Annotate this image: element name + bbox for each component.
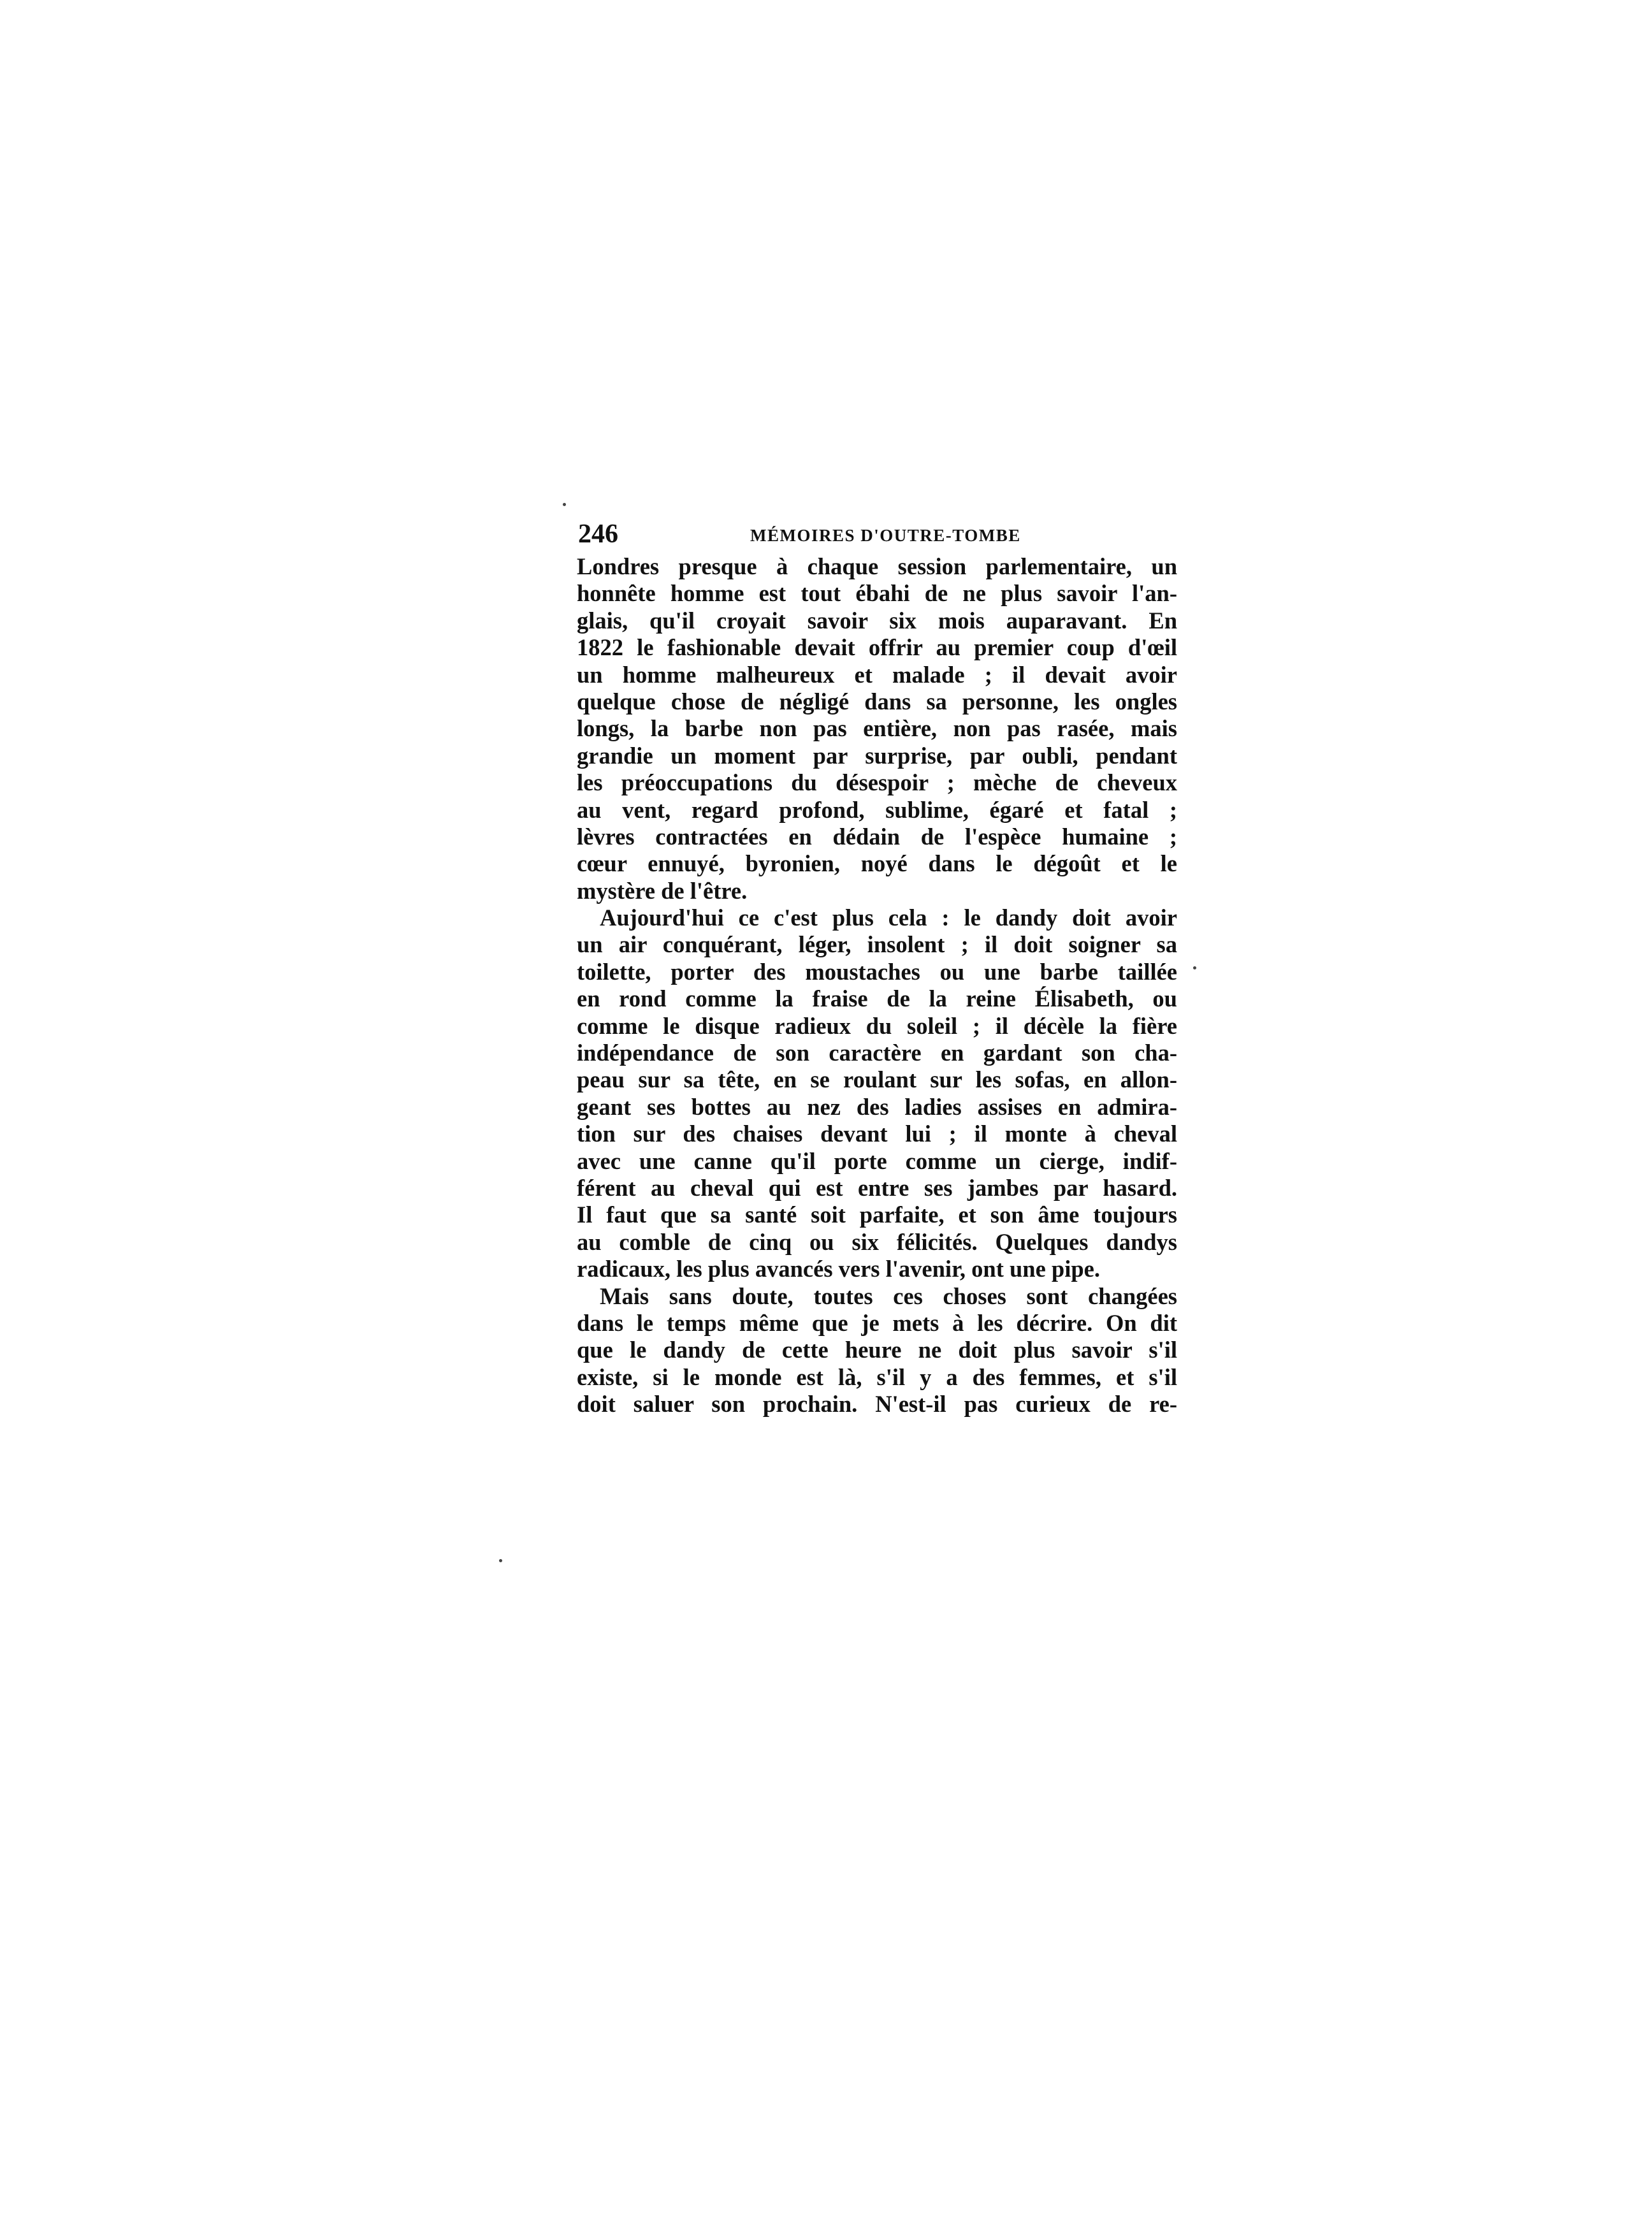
- text-line: honnête homme est tout ébahi de ne plus savoir l'an-: [577, 580, 1177, 607]
- text-line: Aujourd'hui ce c'est plus cela : le dandy doit avoir: [600, 904, 1177, 931]
- text-line: toilette, porter des moustaches ou une barbe taillée: [577, 958, 1177, 985]
- text-line: un air conquérant, léger, insolent ; il doit soigner sa: [577, 931, 1177, 958]
- text-line: que le dandy de cette heure ne doit plus savoir s'il: [577, 1337, 1177, 1363]
- body-text: [577, 553, 1177, 1418]
- text-line: geant ses bottes au nez des ladies assises en admira-: [577, 1093, 1177, 1120]
- text-line: indépendance de son caractère en gardant son cha-: [577, 1040, 1177, 1066]
- text-line: doit saluer son prochain. N'est-il pas curieux de re-: [577, 1391, 1177, 1418]
- text-line: comme le disque radieux du soleil ; il décèle la fière: [577, 1012, 1177, 1039]
- text-line: au vent, regard profond, sublime, égaré et fatal ;: [577, 796, 1177, 823]
- text-line: cœur ennuyé, byronien, noyé dans le dégoût et le: [577, 850, 1177, 877]
- text-line: en rond comme la fraise de la reine Élisabeth, ou: [577, 985, 1177, 1012]
- text-line: un homme malheureux et malade ; il devait avoir: [577, 661, 1177, 688]
- scan-speck: [499, 1559, 502, 1562]
- text-line: Il faut que sa santé soit parfaite, et son âme toujours: [577, 1201, 1177, 1228]
- text-line: radicaux, les plus avancés vers l'avenir, ont une pipe.: [577, 1256, 1100, 1282]
- text-line: longs, la barbe non pas entière, non pas rasée, mais: [577, 715, 1177, 742]
- running-head: [577, 518, 1177, 551]
- text-line: peau sur sa tête, en se roulant sur les sofas, en allon-: [577, 1066, 1177, 1093]
- text-line: dans le temps même que je mets à les décrire. On dit: [577, 1309, 1177, 1336]
- text-line: existe, si le monde est là, s'il y a des femmes, et s'il: [577, 1363, 1177, 1390]
- text-line: Londres presque à chaque session parlementaire, un: [577, 553, 1177, 579]
- text-line: lèvres contractées en dédain de l'espèce humaine ;: [577, 823, 1177, 850]
- text-line: avec une canne qu'il porte comme un cierge, indif-: [577, 1147, 1177, 1174]
- text-line: quelque chose de négligé dans sa personne, les ongles: [577, 688, 1177, 715]
- text-line: grandie un moment par surprise, par oubli, pendant: [577, 742, 1177, 769]
- running-title: MÉMOIRES D'OUTRE-TOMBE: [750, 526, 1021, 545]
- text-line: Mais sans doute, toutes ces choses sont changées: [600, 1282, 1177, 1309]
- scan-speck: [1193, 966, 1196, 969]
- text-line: les préoccupations du désespoir ; mèche de cheveux: [577, 769, 1177, 796]
- text-line: glais, qu'il croyait savoir six mois auparavant. En: [577, 607, 1177, 634]
- text-line: tion sur des chaises devant lui ; il monte à cheval: [577, 1121, 1177, 1147]
- text-line: mystère de l'être.: [577, 877, 748, 904]
- text-block: [577, 518, 1177, 1418]
- scan-speck: [563, 503, 566, 506]
- text-line: 1822 le fashionable devait offrir au premier coup d'œil: [577, 634, 1177, 661]
- text-line: férent au cheval qui est entre ses jambes par hasard.: [577, 1174, 1177, 1201]
- text-line: au comble de cinq ou six félicités. Quelques dandys: [577, 1228, 1177, 1255]
- page-number: 246: [578, 519, 618, 549]
